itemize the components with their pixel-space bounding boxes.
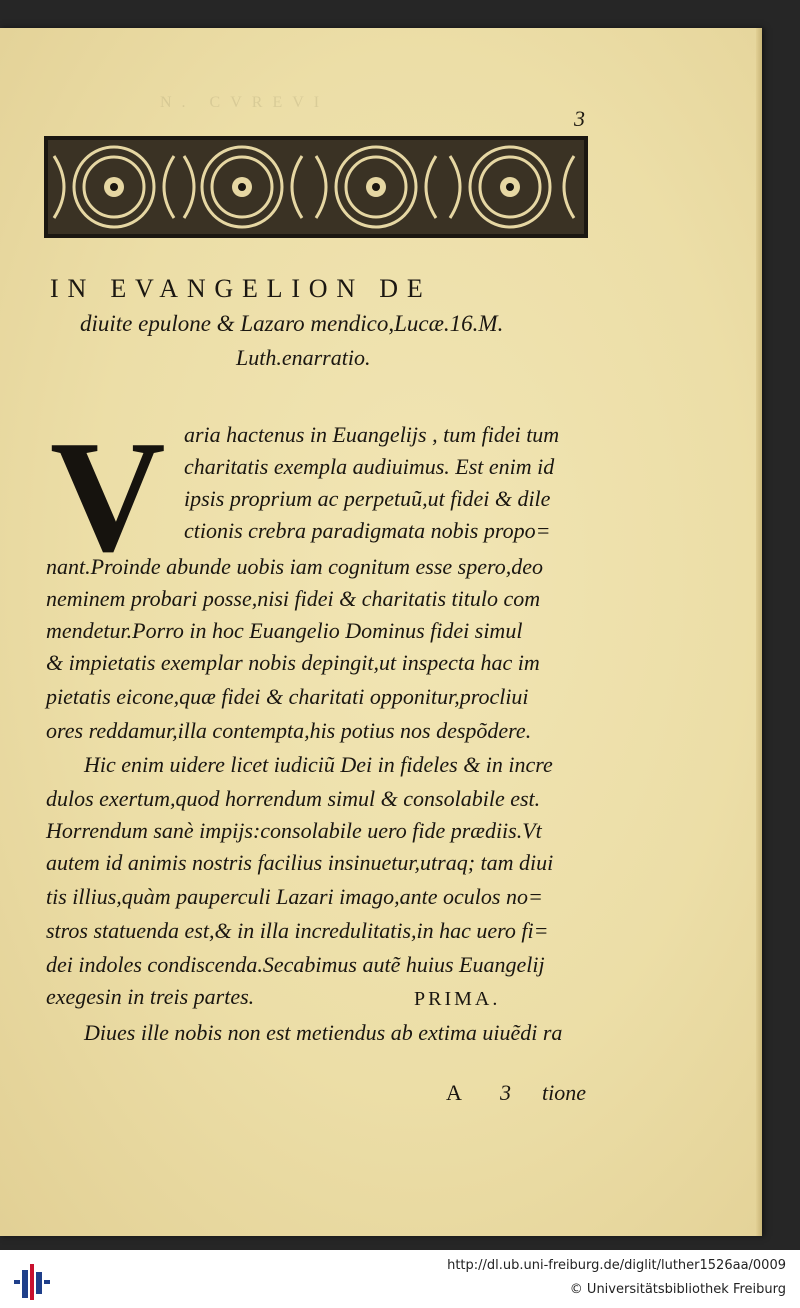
- title-line-2: diuite epulone & Lazaro mendico,Lucæ.16.M.: [80, 311, 504, 336]
- copyright-text: © Universitätsbibliothek Freiburg: [569, 1282, 786, 1297]
- text-line: aria hactenus in Euangelijs , tum fidei tum: [184, 422, 560, 447]
- woodcut-ornament-band: [44, 136, 588, 238]
- page-number: 3: [574, 106, 585, 131]
- title-line-1: IN EVANGELION DE: [50, 274, 432, 303]
- text-line: ctionis crebra paradigmata nobis propo=: [184, 518, 551, 543]
- footer-bar: [0, 1250, 800, 1308]
- drop-cap: V: [50, 407, 166, 585]
- university-library-logo-icon: [12, 1262, 52, 1302]
- running-header-showthrough: N. CVREVI: [160, 94, 330, 111]
- text-line: ores reddamur,illa contempta,his potius nos despõdere.: [46, 718, 532, 743]
- page-edge: [756, 28, 762, 1236]
- text-line: Diues ille nobis non est metiendus ab extima uiuẽdi ra: [84, 1020, 563, 1045]
- catchword: tione: [542, 1080, 586, 1105]
- text-line: pietatis eicone,quæ fidei & charitati opponitur,procliui: [46, 684, 529, 709]
- text-line: stros statuenda est,& in illa incredulitatis,in hac uero fi=: [46, 918, 549, 943]
- signature-mark: A: [446, 1080, 462, 1105]
- section-heading: PRIMA.: [414, 988, 501, 1010]
- title-line-3: Luth.enarratio.: [236, 345, 371, 370]
- text-line: dulos exertum,quod horrendum simul & consolabile est.: [46, 786, 541, 811]
- text-line: dei indoles condiscenda.Secabimus autẽ huius Euangelij: [46, 952, 545, 977]
- text-line: charitatis exempla audiuimus. Est enim id: [184, 454, 555, 479]
- text-line: Horrendum sanè impijs:consolabile uero fide prædiis.Vt: [46, 818, 542, 843]
- text-line: Hic enim uidere licet iudiciũ Dei in fideles & in incre: [84, 752, 553, 777]
- source-url-link[interactable]: http://dl.ub.uni-freiburg.de/diglit/luther1526aa/0009: [447, 1258, 786, 1273]
- text-line: neminem probari posse,nisi fidei & charitatis titulo com: [46, 586, 541, 611]
- signature-number: 3: [500, 1080, 511, 1105]
- text-line: & impietatis exemplar nobis depingit,ut inspecta hac im: [46, 650, 540, 675]
- text-line: tis illius,quàm pauperculi Lazari imago,ante oculos no=: [46, 884, 543, 909]
- book-page: [0, 28, 762, 1236]
- text-line: mendetur.Porro in hoc Euangelio Dominus fidei simul: [46, 618, 523, 643]
- text-line: nant.Proinde abunde uobis iam cognitum esse spero,deo: [46, 554, 543, 579]
- text-line: autem id animis nostris facilius insinuetur,utraq; tam diui: [46, 850, 554, 875]
- text-line: ipsis proprium ac perpetuũ,ut fidei & dile: [184, 486, 551, 511]
- text-line: exegesin in treis partes.: [46, 984, 255, 1009]
